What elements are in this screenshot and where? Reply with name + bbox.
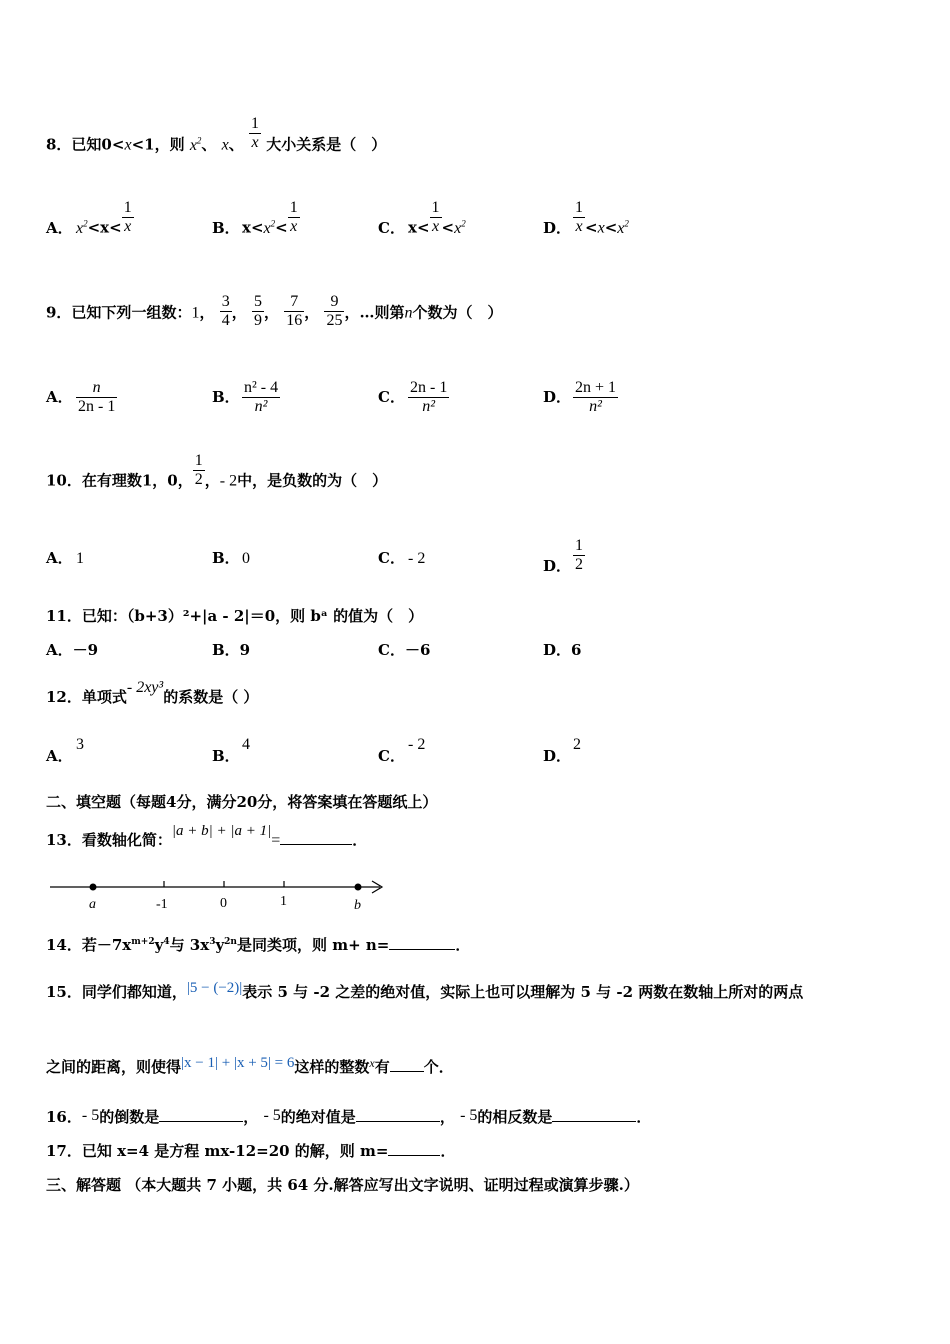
q8-one-over-x: $\frac{1}{x}$	[251, 115, 260, 151]
q16-absolute-blank[interactable]	[356, 1107, 440, 1122]
q12-option-b[interactable]: B．4	[212, 736, 250, 765]
q8-var-x: x	[124, 136, 132, 154]
q9-frac-4: $\frac{9}{25}$	[326, 293, 343, 329]
q9-frac-2: $\frac{5}{9}$	[253, 293, 262, 329]
q11-option-a[interactable]: A．－9	[46, 641, 99, 659]
label-b: b	[354, 898, 361, 913]
q12-stem	[46, 679, 259, 708]
q8-x-squared: $x^2$	[189, 135, 202, 154]
q12-expr: - 2xy³	[126, 679, 164, 696]
q11-option-b[interactable]: B．9	[212, 641, 251, 659]
q10-option-c[interactable]: C． - 2	[378, 549, 426, 567]
q13-stem-pre: 13．看数轴化简：	[46, 831, 172, 849]
q9-first: 1	[191, 304, 200, 322]
q13-number-line	[46, 872, 391, 914]
q9-stem-post2: 个数为（ ）	[412, 303, 503, 322]
q12-stem-pre: 12．单项式	[46, 688, 127, 706]
q8-stem-pre: 8．已知0<	[46, 135, 125, 154]
point-a-dot	[90, 884, 97, 891]
q9-stem-post1: ，…则第	[344, 303, 405, 322]
q9-stem-pre: 9．已知下列一组数：	[46, 303, 192, 322]
q8-option-d[interactable]: D． $\frac{1}{x}$ $<x<x^2$	[543, 199, 629, 237]
q11-option-d[interactable]: D．6	[543, 641, 582, 659]
q13-answer-blank[interactable]	[280, 830, 352, 845]
q12-option-a[interactable]: A．3	[46, 736, 84, 765]
q12-option-d[interactable]: D．2	[543, 736, 581, 765]
q10-option-a[interactable]: A． 1	[46, 549, 84, 567]
q14-answer-blank[interactable]	[389, 935, 455, 950]
q10-option-d[interactable]: D． $\frac{1}{2}$	[543, 537, 583, 575]
q11-stem: 11．已知：（b+3）²+|a - 2|＝0，则 bᵃ 的值为（ ）	[46, 607, 424, 625]
q10-stem-post: 中，是负数的为（ ）	[237, 471, 388, 490]
section-3-heading: 三、解答题 （本大题共 7 小题，共 64 分.解答应写出文字说明、证明过程或演算步骤.）	[46, 1176, 639, 1194]
q15-answer-blank[interactable]	[390, 1057, 424, 1072]
q11-option-c[interactable]: C．－6	[378, 641, 431, 659]
q16-opposite-blank[interactable]	[552, 1107, 636, 1122]
q8-sep1: 、	[201, 135, 217, 154]
q13-expr: |a + b| + |a + 1|	[171, 823, 272, 839]
q10-frac: $\frac{1}{2}$	[194, 452, 203, 488]
q8-sep2: 、	[228, 135, 244, 154]
q9-option-c[interactable]: C． $\frac{2n - 1}{\text{n²}}$	[378, 379, 448, 415]
q8-stem-post: 大小关系是（ ）	[266, 135, 387, 154]
q9-option-b[interactable]: B． $\frac{\text{n² - 4}}{\text{n²}}$	[212, 379, 279, 415]
q8-stem-mid: <1，则	[131, 135, 185, 154]
q9-var-n: n	[404, 304, 413, 322]
q16-stem: 16．- 5的倒数是 ， - 5的绝对值是 ， - 5的相反数是 ．	[46, 1107, 652, 1126]
q10-option-b[interactable]: B． 0	[212, 549, 250, 567]
q8-x: x	[221, 136, 229, 154]
label-0: 0	[220, 896, 227, 911]
point-b-dot	[355, 884, 362, 891]
q9-frac-3: $\frac{7}{16}$	[286, 293, 303, 329]
q16-reciprocal-blank[interactable]	[159, 1107, 243, 1122]
q10-stem: 10．在有理数1，0， $\frac{1}{2}$ ，- 2中，是负数的为（ ）	[46, 452, 388, 490]
q9-option-a[interactable]: A． $\frac{n}{2n - 1}$	[46, 379, 116, 415]
q15-line-1: 15．同学们都知道，|5 − (−2)|表示 5 与 -2 之差的绝对值，实际上也可以理解为 5 与 -2 两数在数轴上所对的两点	[46, 980, 804, 1001]
q8-option-b[interactable]: B． $x<x^2<$ $\frac{1}{x}$	[212, 199, 298, 237]
q10-neg2: - 2	[219, 472, 238, 490]
q12-option-c[interactable]: C．- 2	[378, 736, 426, 765]
section-2-heading: 二、填空题（每题4分，满分20分，将答案填在答题纸上）	[46, 793, 438, 811]
q17-stem: 17．已知 x=4 是方程 mx-12=20 的解，则 m= ．	[46, 1142, 456, 1160]
q15-expr-2: |x − 1| + |x + 5| = 6	[181, 1055, 295, 1071]
q9-option-d[interactable]: D． $\frac{2n + 1}{\text{n²}}$	[543, 379, 617, 415]
q15-expr-1: |5 − (−2)|	[186, 980, 243, 996]
q13-stem: 13．看数轴化简：|a + b| + |a + 1|= ．	[46, 823, 368, 849]
q9-stem: 9．已知下列一组数：1， $\frac{3}{4}$ ， $\frac{5}{9}$ ， $\frac{7}{16}$ ， $\frac{9}{25}$ ，…则第n个数为（ ）	[46, 293, 503, 329]
q17-answer-blank[interactable]	[388, 1141, 440, 1156]
q10-stem-pre: 10．在有理数1，0，	[46, 471, 193, 490]
label-1: 1	[280, 894, 287, 909]
q9-frac-1: $\frac{3}{4}$	[221, 293, 230, 329]
q14-stem: 14．若$-7x^{m+2}y^4$与 $3x^3y^{2n}$是同类项，则 m+ n= ．	[46, 936, 471, 954]
label-neg1: -1	[156, 897, 168, 912]
q8-option-c[interactable]: C． x< $\frac{1}{x}$ $<x^2$	[378, 199, 466, 237]
q12-stem-post: 的系数是（ ）	[163, 688, 259, 706]
q15-line-2: 之间的距离，则使得|x − 1| + |x + 5| = 6这样的整数$^x$有 个．	[46, 1055, 454, 1076]
label-a: a	[89, 897, 96, 912]
q8-option-a[interactable]: A． $x^2<x<$ $\frac{1}{x}$	[46, 199, 132, 237]
q8-stem	[46, 115, 387, 164]
